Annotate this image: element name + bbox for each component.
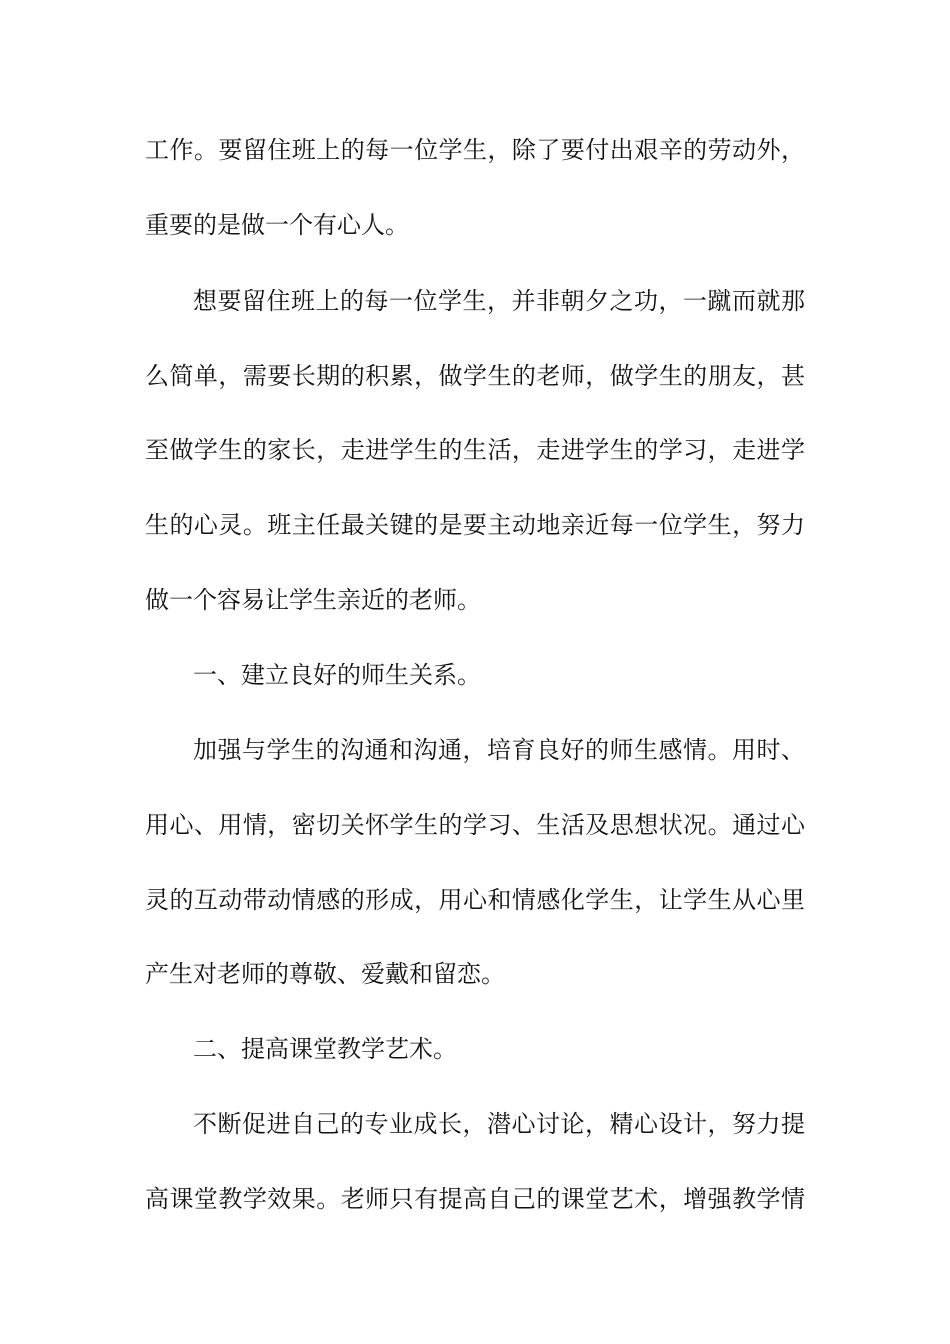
paragraph-line: 工作。要留住班上的每一位学生，除了要付出艰辛的劳动外，: [145, 136, 805, 164]
paragraph-line: 至做学生的家长，走进学生的生活，走进学生的学习，走进学: [145, 436, 805, 464]
paragraph-line: 用心、用情，密切关怀学生的学习、生活及思想状况。通过心: [145, 811, 805, 839]
paragraph-line: 高课堂教学效果。老师只有提高自己的课堂艺术，增强教学情: [145, 1185, 805, 1213]
paragraph-line: 不断促进自己的专业成长，潜心讨论，精心设计，努力提: [193, 1110, 805, 1138]
paragraph-line: 灵的互动带动情感的形成，用心和情感化学生，让学生从心里: [145, 886, 805, 914]
paragraph-line: 重要的是做一个有心人。: [145, 211, 409, 239]
paragraph-line: 做一个容易让学生亲近的老师。: [145, 586, 481, 614]
paragraph-line: 想要留住班上的每一位学生，并非朝夕之功，一蹴而就那: [193, 287, 805, 315]
paragraph-line: 么简单，需要长期的积累，做学生的老师，做学生的朋友，甚: [145, 362, 805, 390]
paragraph-line: 产生对老师的尊敬、爱戴和留恋。: [145, 960, 505, 988]
section-heading: 一、建立良好的师生关系。: [193, 661, 481, 689]
paragraph-line: 加强与学生的沟通和沟通，培育良好的师生感情。用时、: [193, 736, 805, 764]
section-heading: 二、提高课堂教学艺术。: [193, 1035, 457, 1063]
paragraph-line: 生的心灵。班主任最关键的是要主动地亲近每一位学生，努力: [145, 511, 805, 539]
